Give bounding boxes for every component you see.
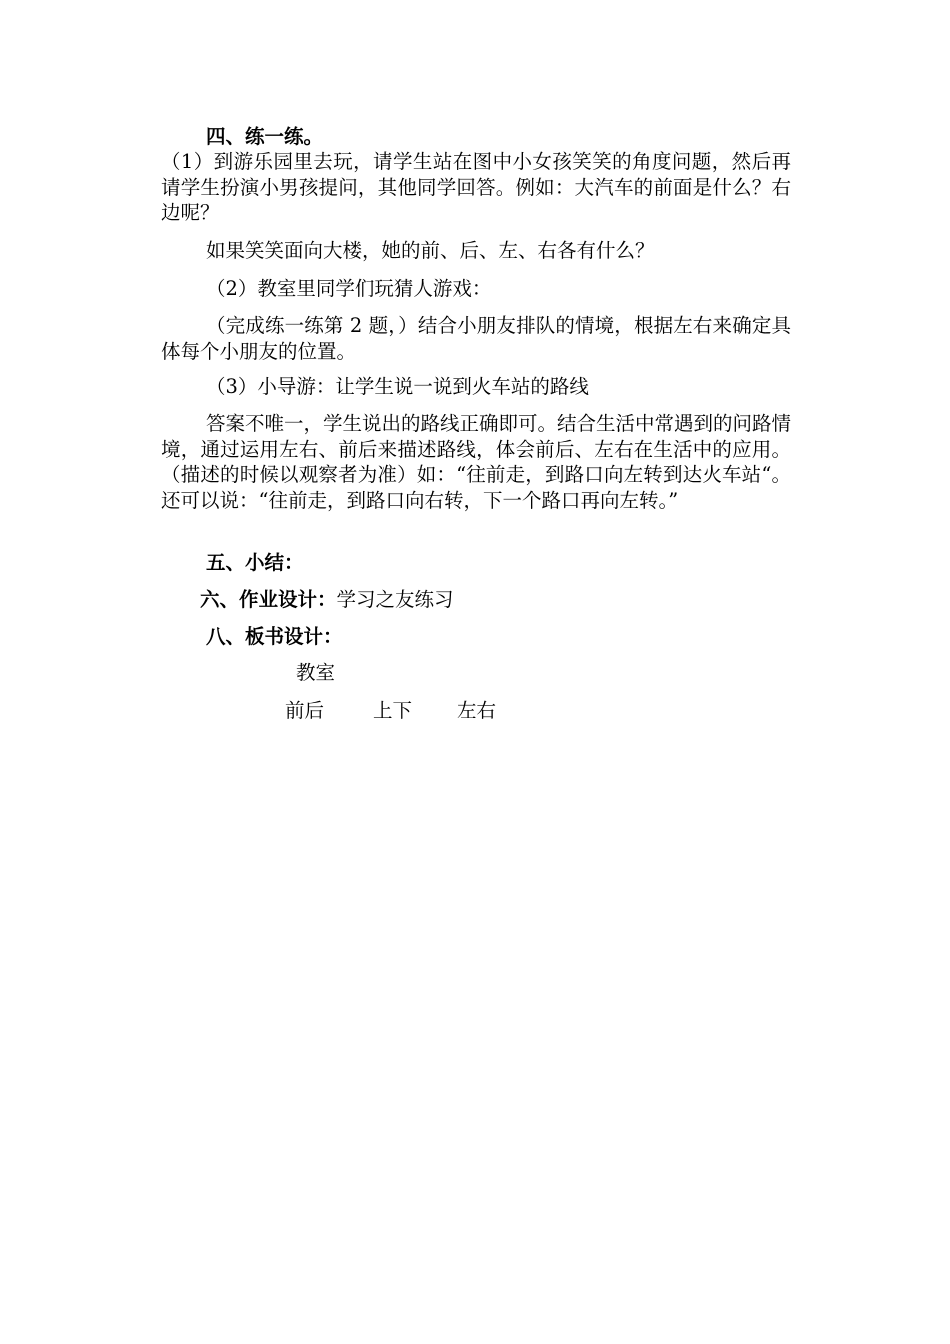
board-item-front-back: 前后: [285, 699, 325, 722]
item2-paragraph: （完成练一练第 2 题，）结合小朋友排队的情境，根据左右来确定具体每个小朋友的位置。: [161, 314, 791, 363]
board-item-left-right: 左右: [457, 699, 497, 722]
board-items-row: [285, 698, 545, 724]
section8-heading: 八、板书设计：: [206, 625, 343, 648]
item3-title: （3）小导游：让学生说一说到火车站的路线: [206, 375, 589, 398]
item3-paragraph: 答案不唯一，学生说出的路线正确即可。结合生活中常遇到的问路情境，通过运用左右、前后来描述路线，体会前后、左右在生活中的应用。（描述的时候以观察者为准）如：“往前走，到路口向左转到达火车站“。还可以说：“往前走，到路口向右转，下一个路口再向左转。”: [161, 412, 792, 512]
section6-text: 学习之友练习: [336, 588, 454, 611]
section6-heading: 六、作业设计：: [200, 588, 337, 611]
board-item-up-down: 上下: [373, 699, 413, 722]
section4-heading: 四、练一练。: [206, 125, 324, 148]
item1-followup: 如果笑笑面向大楼，她的前、后、左、右各有什么？: [206, 239, 655, 262]
item2-title: （2）教室里同学们玩猜人游戏：: [206, 277, 492, 300]
section6-line: [200, 587, 830, 613]
item1-paragraph: （1）到游乐园里去玩，请学生站在图中小女孩笑笑的角度问题，然后再请学生扮演小男孩提问，其他同学回答。例如：大汽车的前面是什么？右边呢？: [161, 150, 791, 224]
section5-heading: 五、小结：: [206, 551, 304, 574]
board-title: 教室: [296, 661, 336, 684]
